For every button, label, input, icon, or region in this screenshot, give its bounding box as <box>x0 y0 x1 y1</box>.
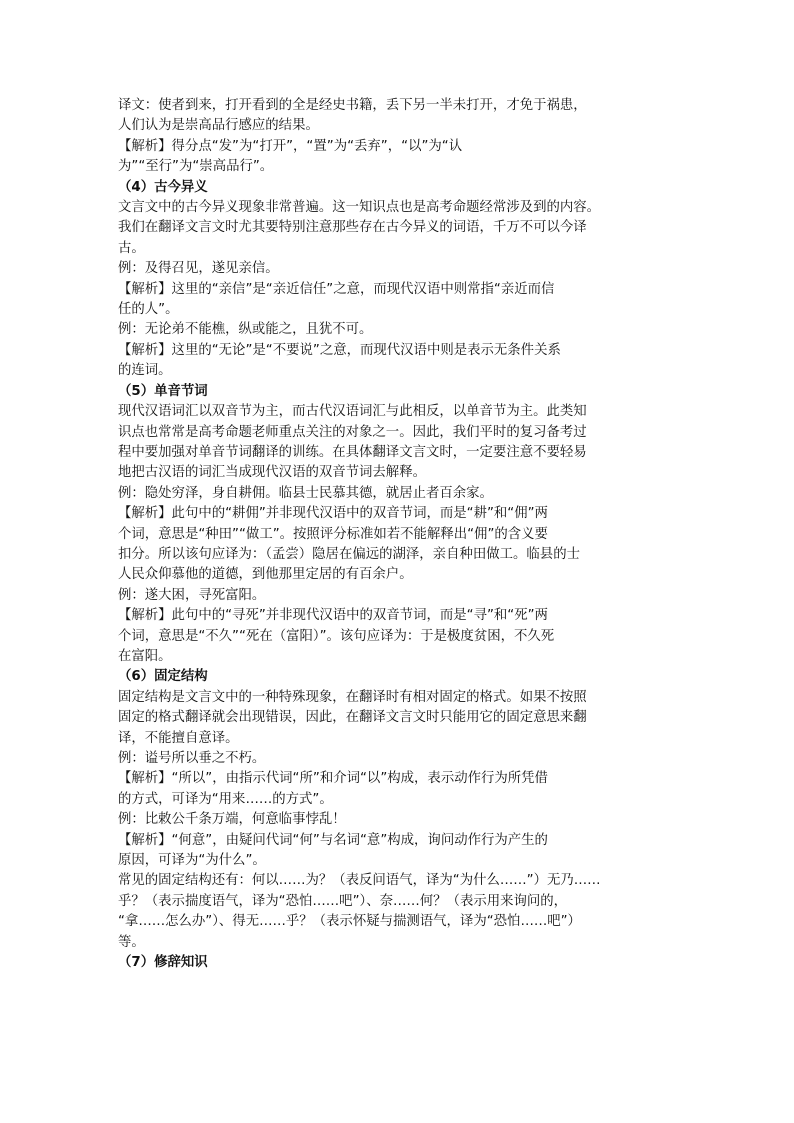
text-line: 【解析】“何意”，由疑问代词“何”与名词“意”构成，询问动作行为产生的 <box>118 832 548 848</box>
text-line: 古。 <box>118 240 145 256</box>
text-line: 例：谥号所以垂之不朽。 <box>118 751 266 766</box>
section-heading: （5）单音节词 <box>118 383 208 399</box>
section-heading: （6）固定结构 <box>118 669 208 685</box>
text-line: 我们在翻译文言文时尤其要特别注意那些存在古今异义的词语，千万不可以今译 <box>118 220 587 236</box>
text-line: 例：比敕公千条万端，何意临事悖乱！ <box>118 812 346 828</box>
text-line: 为”“至行”为“崇高品行”。 <box>118 159 274 175</box>
text-line: 的方式，可译为“用来……的方式”。 <box>118 791 333 807</box>
text-line: 个词，意思是“种田”“做工”。按照评分标准如若不能解释出“佣”的含义要 <box>118 526 548 542</box>
text-line: 人们认为是崇高品行感应的结果。 <box>118 118 319 134</box>
text-line: 识点也常常是高考命题老师重点关注的对象之一。因此，我们平时的复习备考过 <box>118 424 587 440</box>
section-heading: （7）修辞知识 <box>118 955 208 971</box>
text-line: 等。 <box>118 934 145 950</box>
text-line: 原因，可译为“为什么”。 <box>118 853 266 869</box>
text-line: 译文：使者到来，打开看到的全是经史书籍，丢下另一半未打开，才免于祸患， <box>118 98 587 113</box>
text-line: 在富阳。 <box>118 648 172 664</box>
text-line: 例：隐处穷泽，身自耕佣。临县士民慕其德，就居止者百余家。 <box>118 485 493 501</box>
text-line: 扣分。所以该句应译为：（孟尝）隐居在偏远的湖泽，亲自种田做工。临县的士 <box>118 546 580 562</box>
text-line: 固定的格式翻译就会出现错误，因此，在翻译文言文时只能用它的固定意思来翻 <box>118 710 587 726</box>
text-line: 【解析】“所以”，由指示代词“所”和介词“以”构成，表示动作行为所凭借 <box>118 771 548 787</box>
text-line: 的连词。 <box>118 363 172 379</box>
text-line: 地把古汉语的词汇当成现代汉语的双音节词去解释。 <box>118 465 426 481</box>
text-line: 【解析】此句中的“耕佣”并非现代汉语中的双音节词，而是“耕”和“佣”两 <box>118 506 548 522</box>
text-line: 【解析】这里的“亲信”是“亲近信任”之意，而现代汉语中则常指“亲近而信 <box>118 281 555 297</box>
text-line: 现代汉语词汇以双音节为主，而古代汉语词汇与此相反，以单音节为主。此类知 <box>118 404 587 420</box>
text-line: 例：遂大困，寻死富阳。 <box>118 587 266 603</box>
text-line: 例：及得召见，遂见亲信。 <box>118 261 279 277</box>
text-line: 【解析】这里的“无论”是“不要说”之意，而现代汉语中则是表示无条件关系 <box>118 342 561 358</box>
text-line: 例：无论弟不能樵，纵或能之，且犹不可。 <box>118 322 373 338</box>
text-line: 乎？（表示揣度语气，译为“恐怕……吧”）、奈……何？（表示用来询问的， <box>118 893 568 909</box>
text-line: 个词，意思是“不久”“死在（富阳）”。该句应译为：于是极度贫困，不久死 <box>118 628 555 644</box>
document-page <box>118 96 683 973</box>
text-line: 文言文中的古今异义现象非常普遍。这一知识点也是高考命题经常涉及到的内容。 <box>118 200 601 216</box>
text-line: 译，不能擅自意译。 <box>118 730 239 746</box>
text-line: 任的人”。 <box>118 302 179 318</box>
text-line: 【解析】此句中的“寻死”并非现代汉语中的双音节词，而是“寻”和“死”两 <box>118 608 548 624</box>
section-heading: （4）古今异义 <box>118 179 208 195</box>
text-line: 常见的固定结构还有：何以……为？（表反问语气，译为“为什么……”）无乃…… <box>118 873 601 889</box>
text-line: 程中要加强对单音节词翻译的训练。在具体翻译文言文时，一定要注意不要轻易 <box>118 444 587 460</box>
text-line: 【解析】得分点“发”为“打开”，“置”为“丢弃”，“以”为“认 <box>118 138 463 154</box>
text-line: “拿……怎么办”）、得无……乎？（表示怀疑与揣测语气，译为“恐怕……吧”） <box>118 914 581 930</box>
text-line: 固定结构是文言文中的一种特殊现象，在翻译时有相对固定的格式。如果不按照 <box>118 689 587 705</box>
text-line: 人民众仰慕他的道德，到他那里定居的有百余户。 <box>118 567 413 583</box>
